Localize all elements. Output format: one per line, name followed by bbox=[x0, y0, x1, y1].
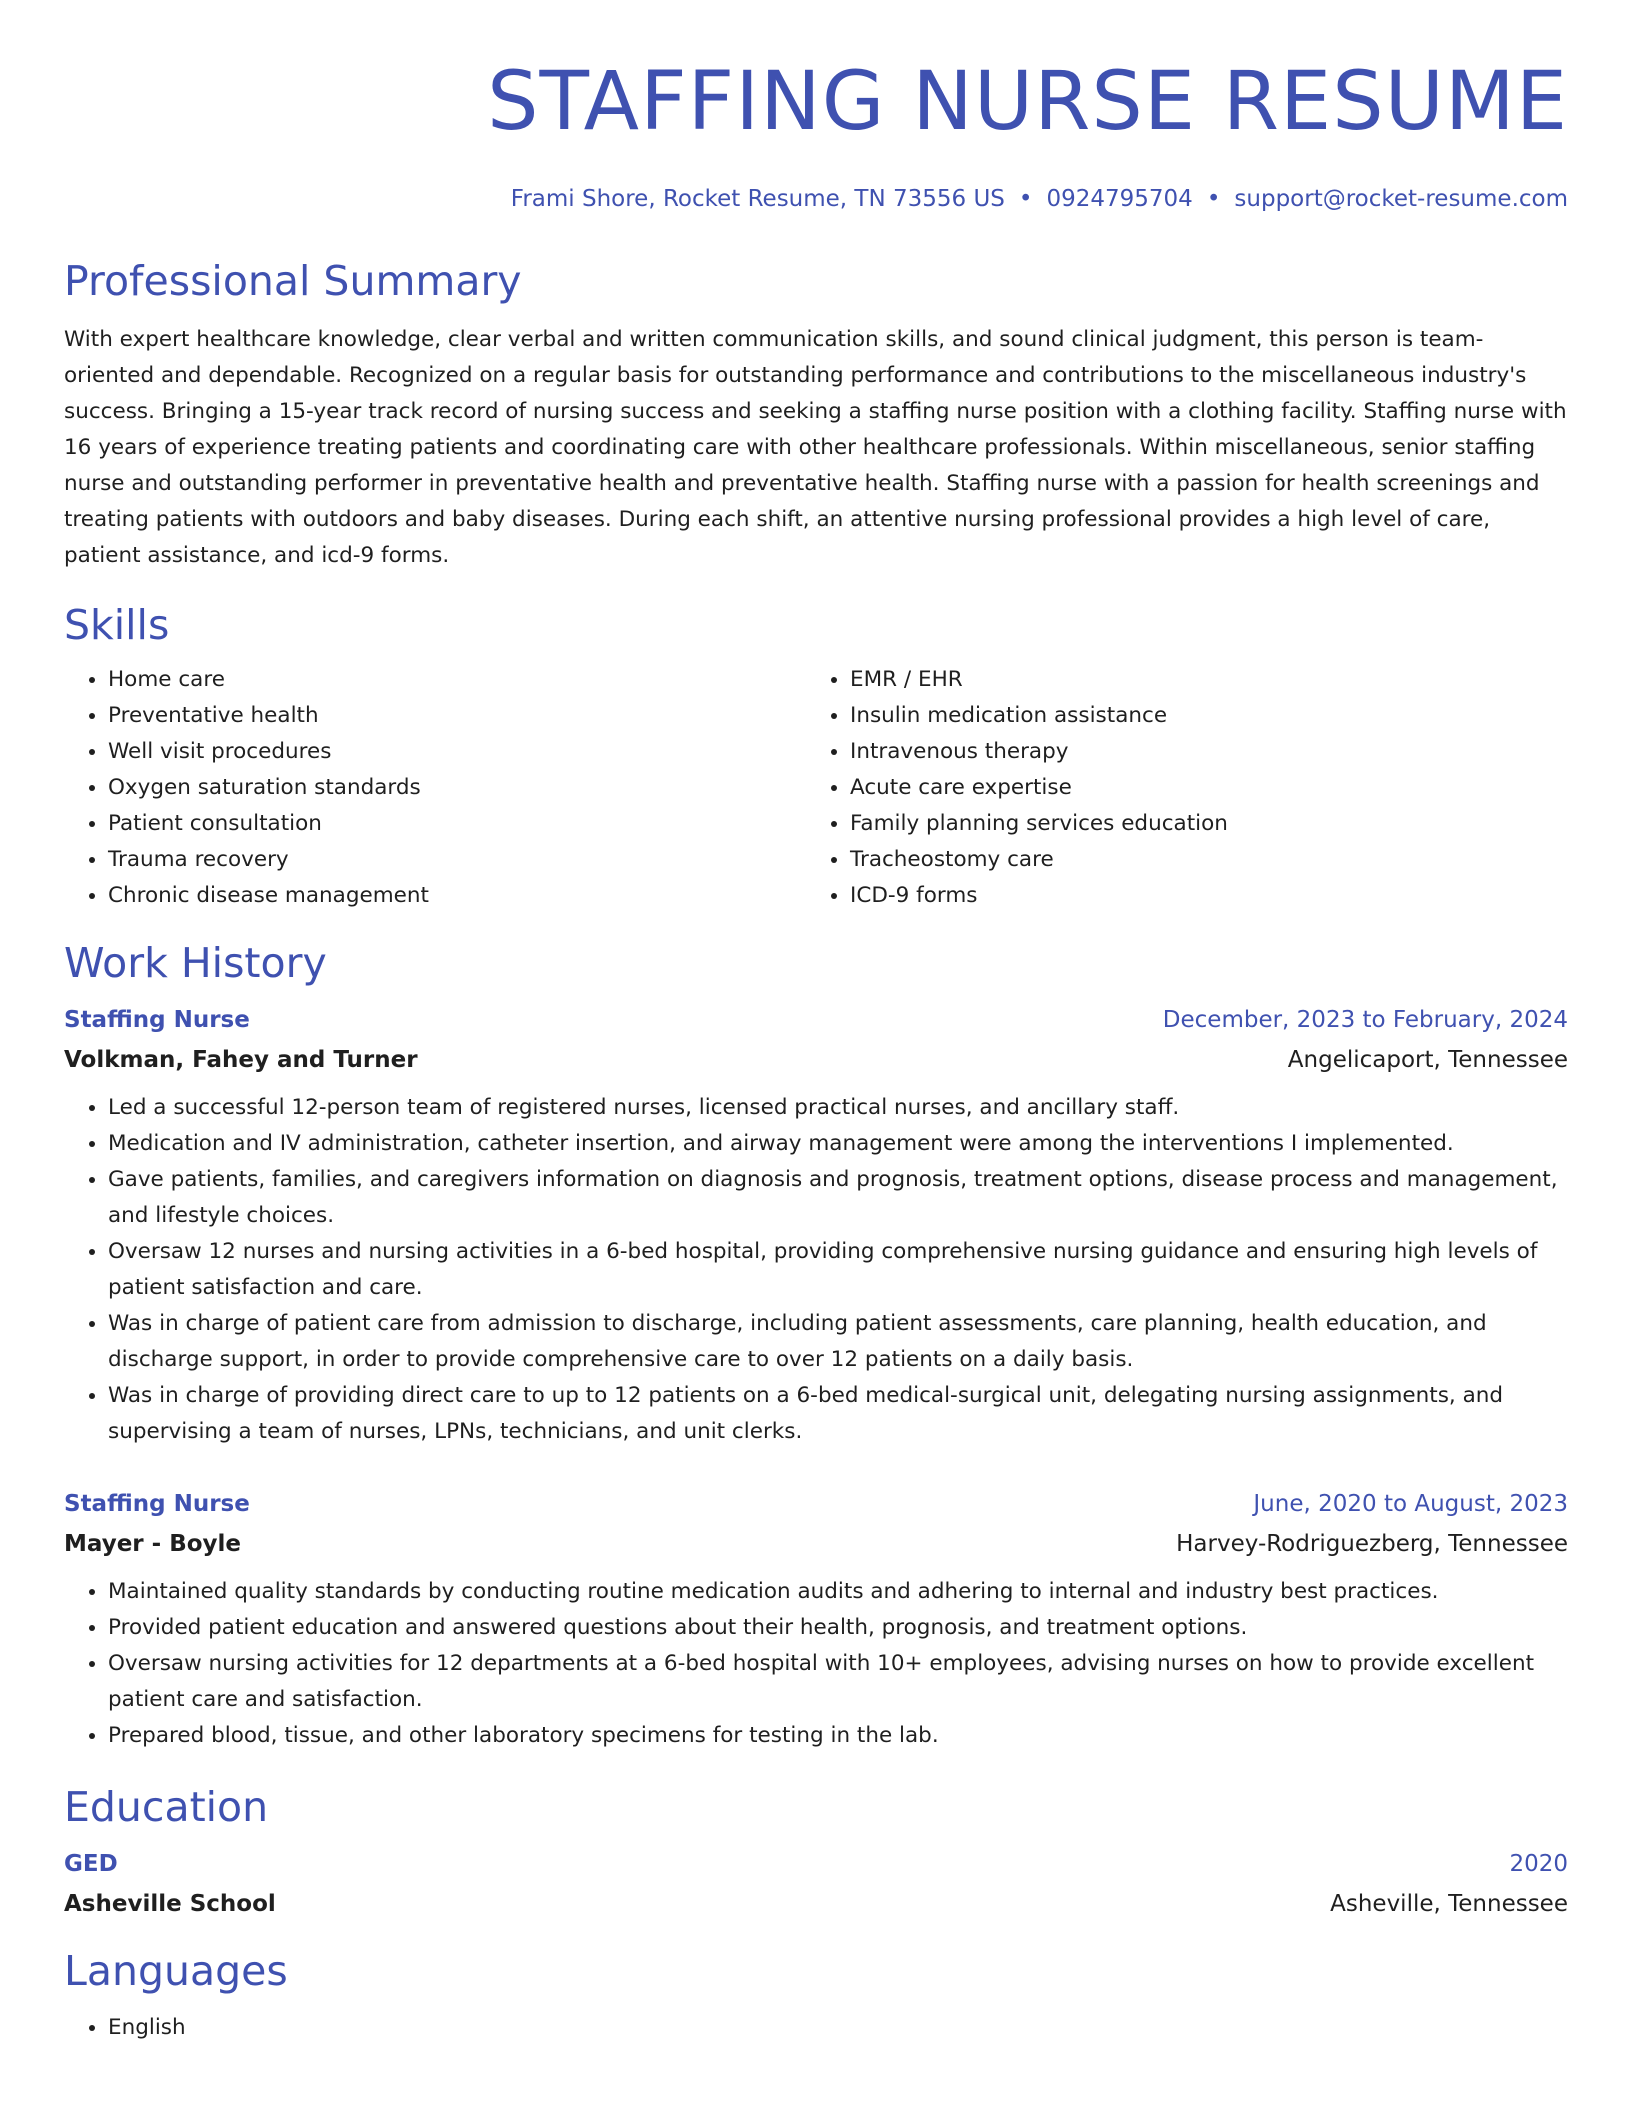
skills-columns bbox=[64, 662, 1568, 914]
job-title-row bbox=[64, 1484, 1568, 1524]
job-dates: December, 2023 to February, 2024 bbox=[1162, 1007, 1568, 1033]
skill-item: • Tracheostomy care bbox=[850, 842, 1548, 878]
skill-item: • Home care bbox=[108, 662, 806, 698]
contact-separator: • bbox=[1018, 186, 1033, 212]
contact-line bbox=[64, 184, 1568, 214]
skill-item: • Chronic disease management bbox=[108, 878, 806, 914]
job-bullets bbox=[64, 1090, 1568, 1450]
summary-section bbox=[64, 256, 1568, 574]
education-section bbox=[64, 1782, 1568, 1924]
job-bullet: • Provided patient education and answered questions about their health, prognosis, and treatment options. bbox=[108, 1610, 1568, 1646]
job-title-row bbox=[64, 1000, 1568, 1040]
job-entry bbox=[64, 1000, 1568, 1450]
education-school: Asheville School bbox=[64, 1891, 276, 1917]
skill-item: • Acute care expertise bbox=[850, 770, 1548, 806]
job-entry bbox=[64, 1484, 1568, 1754]
language-item: • English bbox=[108, 2010, 1568, 2046]
education-entry bbox=[64, 1844, 1568, 1924]
job-bullet: • Gave patients, families, and caregivers information on diagnosis and prognosis, treatment options, disease process and management, and lifestyle choices. bbox=[108, 1162, 1568, 1234]
education-location: Asheville, Tennessee bbox=[1330, 1891, 1568, 1917]
job-bullet: • Prepared blood, tissue, and other laboratory specimens for testing in the lab. bbox=[108, 1718, 1568, 1754]
languages-section bbox=[64, 1946, 1568, 2046]
skill-item: • Preventative health bbox=[108, 698, 806, 734]
job-bullet: • Was in charge of providing direct care to up to 12 patients on a 6-bed medical-surgical unit, delegating nursing assignments, and supervising a team of nurses, LPNs, technicians, and unit clerks. bbox=[108, 1378, 1568, 1450]
skill-item: • Family planning services education bbox=[850, 806, 1548, 842]
skills-section bbox=[64, 600, 1568, 914]
contact-phone: 0924795704 bbox=[1046, 186, 1193, 212]
work-history-heading: Work History bbox=[64, 939, 327, 987]
languages-list bbox=[64, 2010, 1568, 2046]
job-title: Staffing Nurse bbox=[64, 1007, 250, 1033]
job-location: Angelicaport, Tennessee bbox=[1287, 1047, 1568, 1073]
skill-item: • Patient consultation bbox=[108, 806, 806, 842]
summary-heading: Professional Summary bbox=[64, 257, 522, 305]
skill-item: • Intravenous therapy bbox=[850, 734, 1548, 770]
skill-item: • ICD-9 forms bbox=[850, 878, 1548, 914]
skill-item: • Trauma recovery bbox=[108, 842, 806, 878]
education-heading: Education bbox=[64, 1783, 269, 1831]
job-bullet: • Oversaw 12 nurses and nursing activities in a 6-bed hospital, providing comprehensive nursing guidance and ensuring high levels of patient satisfaction and care. bbox=[108, 1234, 1568, 1306]
job-title: Staffing Nurse bbox=[64, 1491, 250, 1517]
languages-heading: Languages bbox=[64, 1947, 288, 1995]
contact-separator: • bbox=[1206, 186, 1221, 212]
job-company: Mayer - Boyle bbox=[64, 1531, 242, 1557]
skills-heading: Skills bbox=[64, 601, 170, 649]
job-company-row bbox=[64, 1040, 1568, 1080]
job-bullet: • Maintained quality standards by conducting routine medication audits and adhering to internal and industry best practices. bbox=[108, 1574, 1568, 1610]
education-year: 2020 bbox=[1509, 1851, 1568, 1877]
job-dates: June, 2020 to August, 2023 bbox=[1253, 1491, 1568, 1517]
contact-email[interactable]: support@rocket-resume.com bbox=[1234, 186, 1568, 212]
skills-list-left bbox=[64, 662, 806, 914]
skill-item: • Insulin medication assistance bbox=[850, 698, 1548, 734]
summary-text: With expert healthcare knowledge, clear verbal and written communication skills, and sound clinical judgment, this person is team-oriented and dependable. Recognized on a regular basis for outstanding performance and contributions to the miscellaneous industry's success. Bringing a 15-year track record of nursing success and seeking a staffing nurse position with a clothing facility. Staffing nurse with 16 years of experience treating patients and coordinating care with other healthcare professionals. Within miscellaneous, senior staffing nurse and outstanding performer in preventative health and preventative health. Staffing nurse with a passion for health screenings and treating patients with outdoors and baby diseases. During each shift, an attentive nursing professional provides a high level of care, patient assistance, and icd-9 forms. bbox=[64, 327, 1567, 568]
job-bullet: • Medication and IV administration, catheter insertion, and airway management were among the interventions I implemented. bbox=[108, 1126, 1568, 1162]
job-company: Volkman, Fahey and Turner bbox=[64, 1047, 418, 1073]
job-company-row bbox=[64, 1524, 1568, 1564]
skills-list-right bbox=[806, 662, 1548, 914]
contact-address: Frami Shore, Rocket Resume, TN 73556 US bbox=[510, 186, 1005, 212]
job-bullets bbox=[64, 1574, 1568, 1754]
job-bullet: • Oversaw nursing activities for 12 departments at a 6-bed hospital with 10+ employees, advising nurses on how to provide excellent patient care and satisfaction. bbox=[108, 1646, 1568, 1718]
work-history-section bbox=[64, 938, 1568, 1754]
job-bullet: • Was in charge of patient care from admission to discharge, including patient assessments, care planning, health education, and discharge support, in order to provide comprehensive care to over 12 patients on a daily basis. bbox=[108, 1306, 1568, 1378]
education-degree: GED bbox=[64, 1851, 118, 1877]
skill-item: • EMR / EHR bbox=[850, 662, 1548, 698]
resume-title: STAFFING NURSE RESUME bbox=[487, 55, 1568, 149]
skill-item: • Oxygen saturation standards bbox=[108, 770, 806, 806]
job-location: Harvey-Rodriguezberg, Tennessee bbox=[1176, 1531, 1568, 1557]
education-school-row bbox=[64, 1884, 1568, 1924]
education-degree-row bbox=[64, 1844, 1568, 1884]
skill-item: • Well visit procedures bbox=[108, 734, 806, 770]
job-bullet: • Led a successful 12-person team of registered nurses, licensed practical nurses, and ancillary staff. bbox=[108, 1090, 1568, 1126]
